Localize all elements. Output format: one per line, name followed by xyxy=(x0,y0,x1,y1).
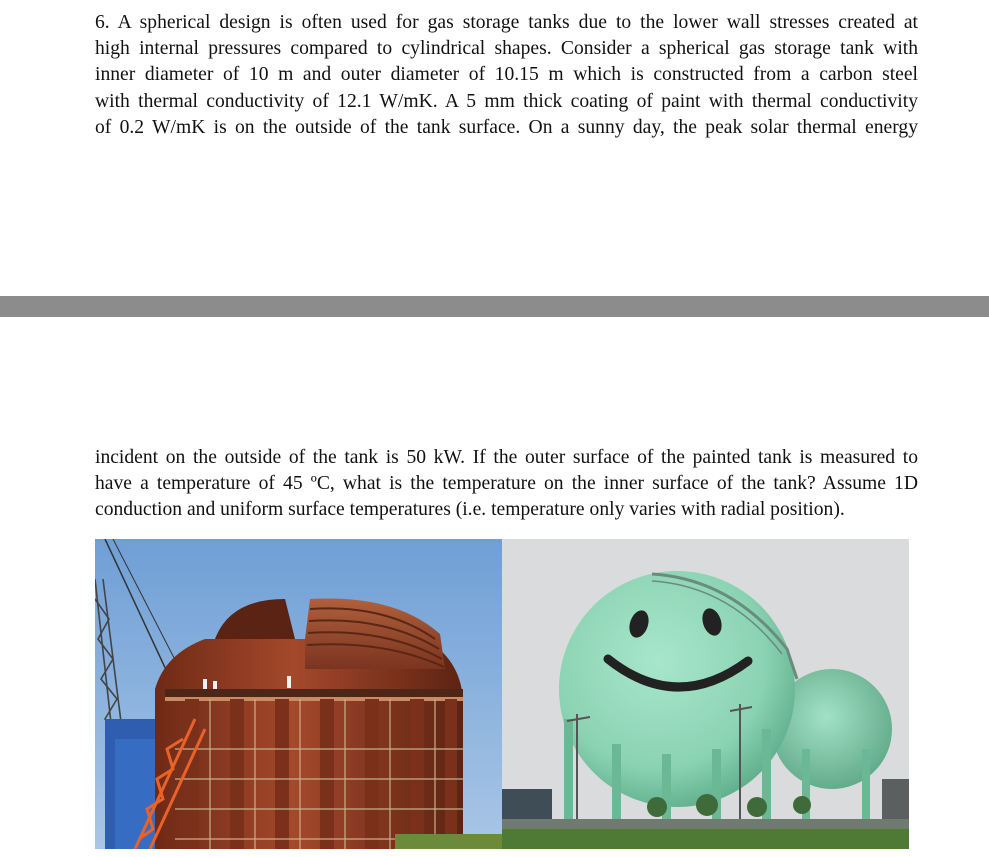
problem-line: 6. A spherical design is often used for gas storage tanks due to the lower wall stresses created at xyxy=(95,12,918,33)
problem-text-part-2 xyxy=(95,445,918,524)
problem-line: inner diameter of 10 m and outer diameter of 10.15 m which is constructed from a carbon steel xyxy=(95,64,918,86)
problem-line: of 0.2 W/mK is on the outside of the tank surface. On a sunny day, the peak solar thermal energy xyxy=(95,116,918,138)
problem-line: incident on the outside of the tank is 50 kW. If the outer surface of the painted tank is measured to xyxy=(95,447,918,468)
problem-line: with thermal conductivity of 12.1 W/mK. A 5 mm thick coating of paint with thermal conductivity xyxy=(95,90,918,112)
problem-text-part-1 xyxy=(95,10,918,141)
smiley-tank-photo xyxy=(502,539,909,849)
problem-line: high internal pressures compared to cylindrical shapes. Consider a spherical gas storage tank with xyxy=(95,38,918,60)
tank-construction-photo xyxy=(95,539,502,849)
problem-line: have a temperature of 45 ºC, what is the temperature on the inner surface of the tank? Assume 1D xyxy=(95,473,918,495)
page-break-separator xyxy=(0,296,989,317)
problem-line: conduction and uniform surface temperatures (i.e. temperature only varies with radial position). xyxy=(95,499,845,521)
